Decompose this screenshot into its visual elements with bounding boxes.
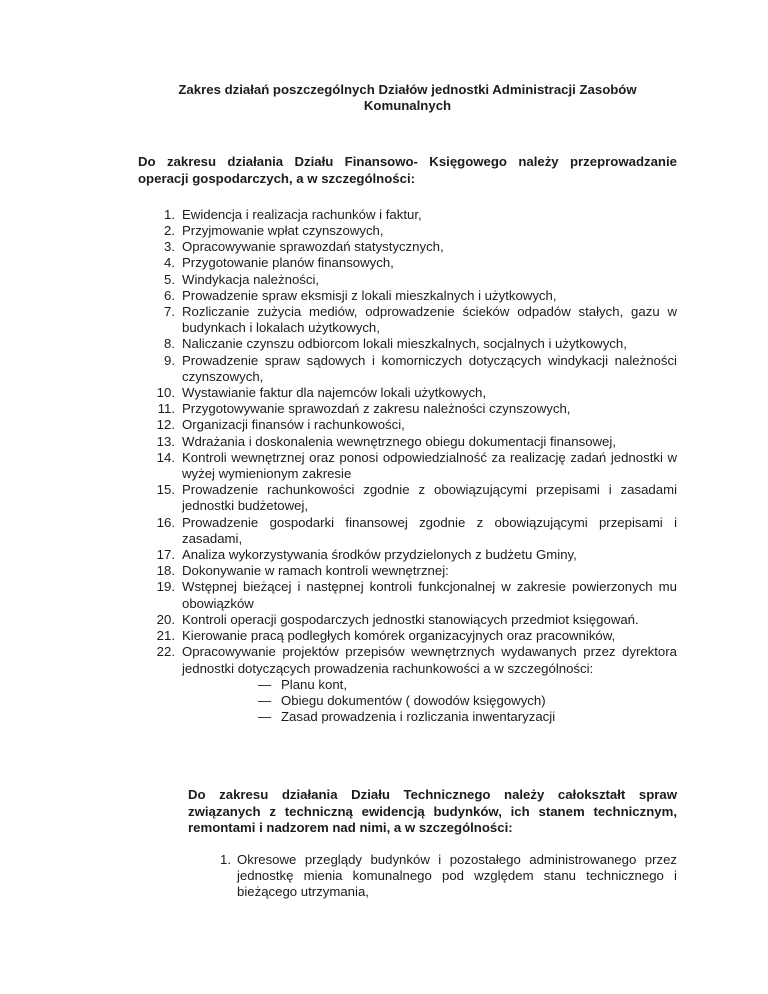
list-item-number: 3. [164, 239, 175, 255]
list-item-number: 11. [157, 401, 175, 417]
list-item-text: Prowadzenie spraw eksmisji z lokali mieszkalnych i użytkowych, [182, 287, 557, 303]
list-item [138, 336, 677, 352]
list-item [138, 579, 677, 611]
list-item-text: Wystawianie faktur dla najemców lokali użytkowych, [182, 385, 487, 401]
list-item [138, 434, 677, 450]
list-item-text: Kierowanie pracą podległych komórek organizacyjnych oraz pracowników, [182, 628, 616, 644]
dash-list-item [258, 693, 677, 709]
list-item [138, 450, 677, 482]
list-item-number: 9. [164, 352, 175, 368]
list-item-text: Wdrażania i doskonalenia wewnętrznego obiegu dokumentacji finansowej, [182, 433, 616, 449]
list-item [138, 417, 677, 433]
list-item [138, 255, 677, 271]
list-item [138, 563, 677, 579]
dash-marker: — [258, 676, 272, 692]
section-2-intro: Do zakresu działania Działu Technicznego należy całokształt spraw związanych z techniczną ewidencją budynków, ich stanem technicznym, remontami i nadzorem nad nimi, a w szczególności: [188, 787, 677, 835]
list-item-number: 20. [156, 611, 175, 627]
dash-list-item-text: Obiegu dokumentów ( dowodów księgowych) [281, 692, 546, 708]
list-item-text: Opracowywanie sprawozdań statystycznych, [182, 239, 444, 255]
list-item [138, 385, 677, 401]
list-item-text: Przygotowanie planów finansowych, [182, 255, 394, 271]
list-item-text: Prowadzenie spraw sądowych i komorniczych dotyczących windykacji należności czynszowych, [182, 352, 677, 384]
list-item-number: 17. [156, 547, 175, 563]
list-item-number: 8. [164, 336, 175, 352]
list-item-text: Kontroli wewnętrznej oraz ponosi odpowiedzialność za realizację zadań jednostki w wyżej wymienionym zakresie [182, 449, 677, 482]
dash-list-item-text: Planu kont, [281, 676, 347, 692]
dash-marker: — [258, 692, 272, 708]
list-item-text: Kontroli operacji gospodarczych jednostki stanowiących przedmiot księgowań. [182, 611, 639, 627]
list-item-number: 13. [156, 433, 175, 449]
list-item [138, 288, 677, 304]
list-item-text: Dokonywanie w ramach kontroli wewnętrznej: [182, 563, 449, 579]
list-item-number: 22. [156, 644, 175, 660]
dash-sublist [258, 677, 677, 726]
dash-list-item [258, 677, 677, 693]
list-item-number: 18. [156, 563, 175, 579]
document-content [138, 82, 677, 901]
list-item-text: Windykacja należności, [182, 271, 320, 287]
list-item-number: 4. [164, 255, 175, 271]
list-item [138, 482, 677, 514]
list-item-text: Rozliczanie zużycia mediów, odprowadzenie ścieków odpadów stałych, gazu w budynkach i lokalach użytkowych, [182, 304, 677, 336]
dash-list-item [258, 709, 677, 725]
list-item-number: 16. [156, 514, 175, 530]
list-item [138, 304, 677, 336]
list-item-text: Ewidencja i realizacja rachunków i faktur, [182, 206, 422, 222]
list-item [138, 353, 677, 385]
list-item [138, 628, 677, 644]
list-item [138, 239, 677, 255]
list-item-text: Naliczanie czynszu odbiorcom lokali mieszkalnych, socjalnych i użytkowych, [182, 336, 627, 352]
list-item-text: Przyjmowanie wpłat czynszowych, [182, 223, 384, 239]
list-item-text: Przygotowywanie sprawozdań z zakresu należności czynszowych, [182, 401, 571, 417]
list-item [138, 223, 677, 239]
document-title: Zakres działań poszczególnych Działów jednostki Administracji Zasobów Komunalnych [178, 82, 637, 114]
list-item-text: Organizacji finansów i rachunkowości, [182, 417, 405, 433]
list-item-text: Analiza wykorzystywania środków przydzielonych z budżetu Gminy, [182, 547, 577, 563]
list-item-number: 2. [164, 223, 175, 239]
list-item-text: Prowadzenie gospodarki finansowej zgodnie z obowiązującymi przepisami i zasadami, [182, 514, 677, 546]
dash-marker: — [258, 709, 272, 725]
list-item-number: 7. [164, 304, 175, 320]
list-item-number: 15. [156, 482, 175, 498]
section-1-intro: Do zakresu działania Działu Finansowo- Księgowego należy przeprowadzanie operacji gospodarczych, a w szczególności: [138, 154, 677, 186]
list-item-number: 1. [220, 851, 231, 867]
section-1-list [138, 207, 677, 726]
list-item-number: 1. [164, 206, 175, 222]
list-item-number: 19. [156, 579, 175, 595]
list-item-text: Opracowywanie projektów przepisów wewnętrznych wydawanych przez dyrektora jednostki dotyczących prowadzenia rachunkowości a w szczególności: [182, 644, 677, 676]
list-item [138, 401, 677, 417]
list-item [138, 272, 677, 288]
list-item [215, 852, 677, 901]
list-item [138, 644, 677, 676]
list-item-text: Wstępnej bieżącej i następnej kontroli funkcjonalnej w zakresie powierzonych mu obowiązków [182, 579, 677, 611]
list-item-number: 14. [156, 449, 175, 465]
list-item-number: 21. [156, 628, 175, 644]
list-item-text: Okresowe przeglądy budynków i pozostałego administrowanego przez jednostkę mienia komunalnego pod względem stanu technicznego i bieżącego utrzymania, [237, 851, 677, 900]
list-item [138, 207, 677, 223]
list-item [138, 515, 677, 547]
list-item-number: 6. [164, 287, 175, 303]
list-item [138, 612, 677, 628]
list-item-text: Prowadzenie rachunkowości zgodnie z obowiązującymi przepisami i zasadami jednostki budżetowej, [182, 482, 677, 514]
section-2-list [215, 852, 677, 901]
list-item [138, 547, 677, 563]
list-item-number: 10. [156, 385, 175, 401]
list-item-number: 5. [164, 271, 175, 287]
list-item-number: 12. [156, 417, 175, 433]
dash-list-item-text: Zasad prowadzenia i rozliczania inwentaryzacji [281, 709, 556, 725]
